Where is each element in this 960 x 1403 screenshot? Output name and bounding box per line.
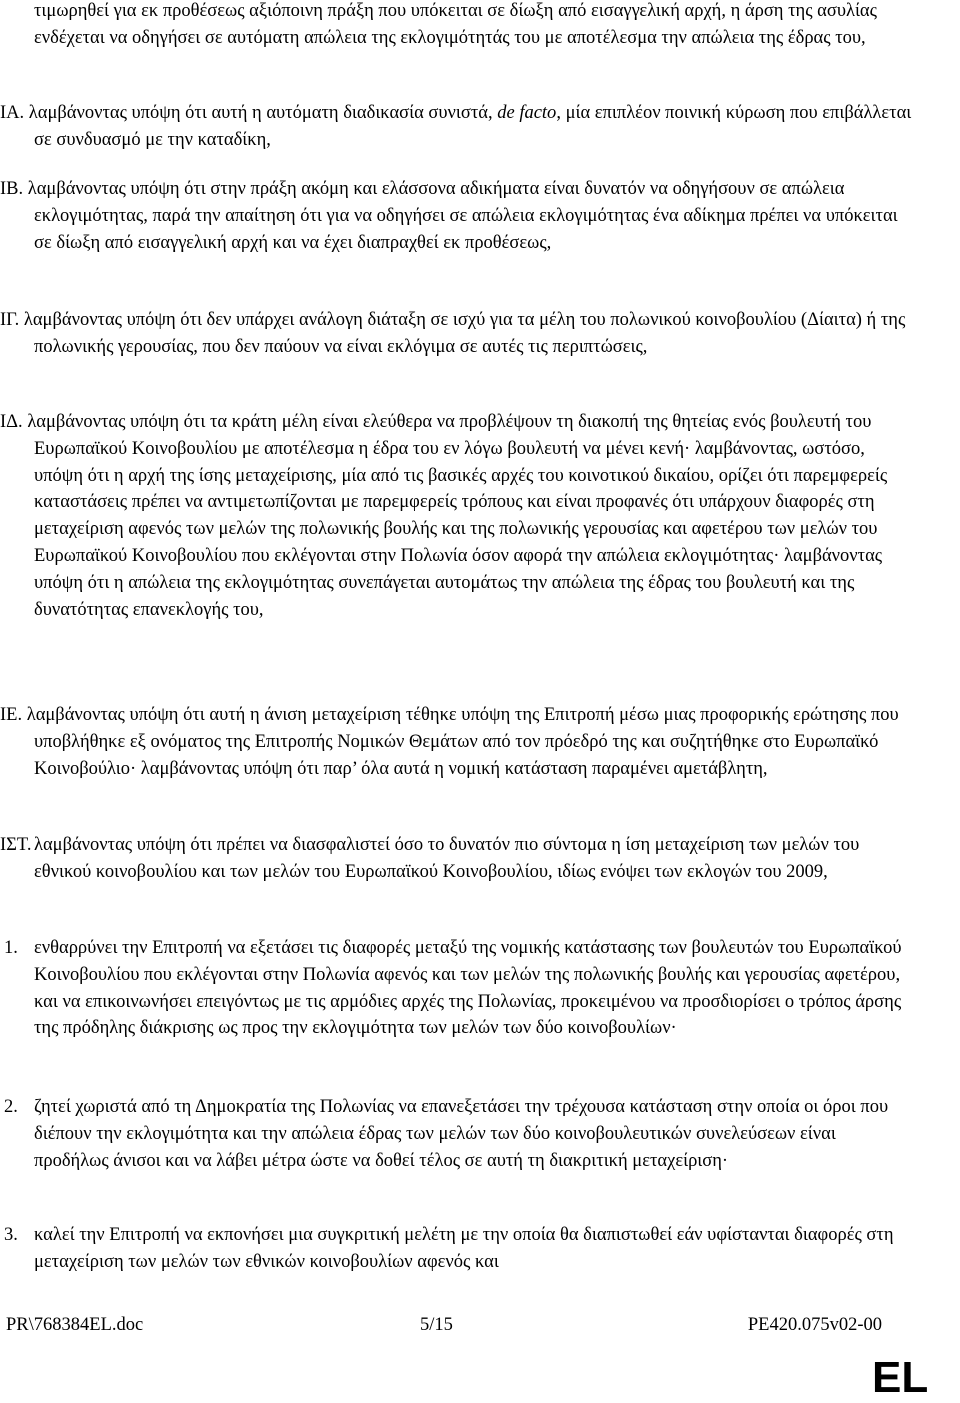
doc-reference: PR\768384EL.doc — [6, 1315, 144, 1335]
recital-label: ΙΓ. — [0, 310, 20, 330]
recital-IA — [0, 100, 914, 154]
recital-text: λαμβάνοντας υπόψη ότι τα κράτη μέλη είναι ελεύθερα να προβλέψουν τη διακοπή της θητείας ενός βουλευτή του Ευρωπαϊκού Κοινοβουλίου με αποτέλεσμα η έδρα του εν λόγω βουλευτή να μένει κενή· λαμβάνοντας, ωστόσο, υπόψη ότι η αρχή της ίσης μεταχείρισης, μία από τις βασικές αρχές του κοινοτικού δικαίου, ορίζει ότι παρεμφερείς καταστάσεις πρέπει να αντιμετωπίζονται με παρεμφερείς τρόπους και είναι προφανές ότι υπάρχουν διαφορές στη μεταχείριση αφενός των μελών της πολωνικής βουλής και της πολωνικής γερουσίας και αφετέρου των μελών του Ευρωπαϊκού Κοινοβουλίου που εκλέγονται στην Πολωνία όσον αφορά την απώλεια εκλογιμότητας· λαμβάνοντας υπόψη ότι η απώλεια της εκλογιμότητας συνεπάγεται αυτομάτως την απώλεια της έδρας του βουλευτή και της δυνατότητας επανεκλογής του, — [27, 412, 888, 620]
page-number: 5/15 — [420, 1315, 453, 1335]
clause-text: ζητεί χωριστά από τη Δημοκρατία της Πολωνίας να επανεξετάσει την τρέχουσα κατάσταση στην οποία οι όροι που διέπουν την εκλογιμότητα και την απώλεια έδρας των μελών των δύο κοινοβουλευτικών συνελεύσεων είναι προδήλως άνισοι και να λάβει μέτρα ώστε να δοθεί τέλος σε αυτή τη διακριτική μεταχείριση· — [34, 1097, 889, 1171]
clause-text: ενθαρρύνει την Επιτροπή να εξετάσει τις διαφορές μεταξύ της νομικής κατάστασης των βουλευτών του Ευρωπαϊκού Κοινοβουλίου που εκλέγονται στην Πολωνία αφενός και των μελών της πολωνικής βουλής και γερουσίας αφετέρου, και να επικοινωνήσει επειγόντως με τις αρμόδιες αρχές της Πολωνίας, προκειμένου να προσδιορίσει ο τρόπος άρσης της πρόδηλης διάκρισης ως προς την εκλογιμότητα των μελών των δύο κοινοβουλίων· — [34, 938, 902, 1039]
recital-IG — [0, 307, 914, 361]
clause-number: 3. — [4, 1225, 18, 1245]
paragraph-text: τιμωρηθεί για εκ προθέσεως αξιόποινη πράξη που υπόκειται σε δίωξη από εισαγγελική αρχή, η άρση της ασυλίας ενδέχεται να οδηγήσει σε αυτόματη απώλεια της εκλογιμότητάς του με αποτέλεσμα την απώλεια της έδρας του, — [34, 1, 877, 48]
recital-label: ΙΣΤ. — [0, 835, 32, 855]
paragraph-continuation — [34, 0, 914, 52]
clause-3 — [4, 1222, 914, 1276]
document-code: PE420.075v02-00 — [747, 1315, 882, 1335]
recital-label: ΙΔ. — [0, 412, 23, 432]
recital-text: λαμβάνοντας υπόψη ότι αυτή η άνιση μεταχείριση τέθηκε υπόψη της Επιτροπή μέσω μιας προφορικής ερώτησης που υποβλήθηκε εξ ονόματος της Επιτροπής Νομικών Θεμάτων από τον πρόεδρό της και συζητήθηκε στο Ευρωπαϊκό Κοινοβούλιο· λαμβάνοντας υπόψη ότι παρ’ όλα αυτά η νομική κατάσταση παραμένει αμετάβλητη, — [26, 705, 899, 779]
recital-text: λαμβάνοντας υπόψη ότι πρέπει να διασφαλιστεί όσο το δυνατόν πιο σύντομα η ίση μεταχείριση των μελών του εθνικού κοινοβουλίου και των μελών του Ευρωπαϊκού Κοινοβουλίου, ιδίως ενόψει των εκλογών του 2009, — [34, 835, 860, 882]
recital-ID — [0, 409, 914, 623]
clause-number: 1. — [4, 938, 18, 958]
recital-IB — [0, 176, 914, 256]
recital-text-part: λαμβάνοντας υπόψη ότι αυτή η αυτόματη διαδικασία συνιστά, — [28, 103, 498, 123]
recital-label: ΙΕ. — [0, 705, 23, 725]
recital-text: λαμβάνοντας υπόψη ότι στην πράξη ακόμη και ελάσσονα αδικήματα είναι δυνατόν να οδηγήσουν σε απώλεια εκλογιμότητας, παρά την απαίτηση ότι για να οδηγήσει σε απώλεια εκλογιμότητας ένα αδίκημα πρέπει να υπόκειται σε δίωξη από εισαγγελική αρχή και να έχει διαπραχθεί εκ προθέσεως, — [27, 179, 898, 253]
recital-IE — [0, 702, 914, 782]
language-code: EL — [872, 1353, 929, 1402]
recital-text-part: , μία επιπλέον ποινική κύρωση που επιβάλλεται σε συνδυασμό με την καταδίκη, — [34, 103, 912, 150]
clause-number: 2. — [4, 1097, 18, 1117]
recital-italic: de facto — [497, 103, 557, 123]
recital-text: λαμβάνοντας υπόψη ότι δεν υπάρχει ανάλογη διάταξη σε ισχύ για τα μέλη του πολωνικού κοινοβουλίου (Δίαιτα) ή της πολωνικής γερουσίας, που δεν παύουν να είναι εκλόγιμα σε αυτές τις περιπτώσεις, — [23, 310, 906, 357]
clause-text: καλεί την Επιτροπή να εκπονήσει μια συγκριτική μελέτη με την οποία θα διαπιστωθεί εάν υφίστανται διαφορές στη μεταχείριση των μελών των εθνικών κοινοβουλίων αφενός και — [34, 1225, 894, 1272]
recital-IST — [0, 832, 914, 886]
clause-2 — [4, 1094, 914, 1174]
recital-label: ΙΑ. — [0, 103, 25, 123]
clause-1 — [4, 935, 914, 1042]
page-footer — [6, 1313, 882, 1337]
recital-label: ΙΒ. — [0, 179, 24, 199]
